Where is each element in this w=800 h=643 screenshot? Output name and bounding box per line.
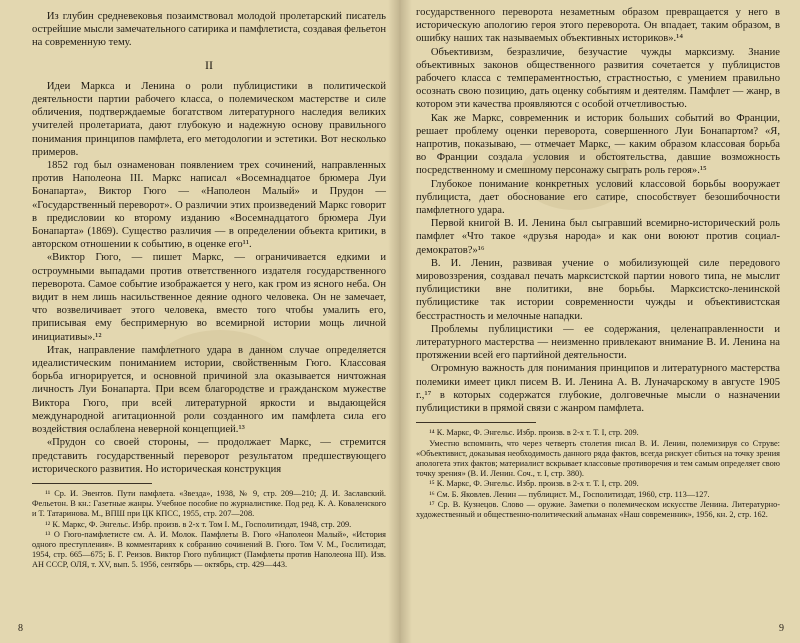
footnote: ¹⁴ К. Маркс, Ф. Энгельс. Избр. произв. в 2-х т. Т. I, стр. 209. <box>429 428 639 438</box>
intro-paragraph: Из глубин средневековья позаимствовал молодой пролетарский писатель острейшие мысли замечательного сатирика и памфлетиста, создавая фельетон на современную тему. <box>32 11 386 49</box>
body-paragraph: «Прудон со своей стороны, — продолжает Маркс, — стремится представить государственный переворот результатом предшествующего исторического развития. Но историческая конструкция <box>32 437 386 475</box>
right-body <box>416 6 780 415</box>
body-paragraph: Идеи Маркса и Ленина о роли публицистики в политической деятельности партии рабочего класса, о полемическом мастерстве и силе обличения, подтверждаемые богатством литературного наследия великих учителей пролетариата, дают глубокую и надежную основу правильного понимания принципов памфлета, его методологии и эстетики. Вот несколько примеров. <box>32 80 386 158</box>
body-paragraph: Глубокое понимание конкретных условий классовой борьбы вооружает публициста, дает обоснование его сатире, способствует безошибочности памфлетного удара. <box>416 178 780 217</box>
footnote: ¹² К. Маркс, Ф. Энгельс. Избр. произв. в 2-х т. Том I. М., Госполитиздат, 1948, стр. 209. <box>45 519 352 529</box>
footnote: ¹³ О Гюго-памфлетисте см. А. И. Молок. Памфлеты В. Гюго «Наполеон Малый», «История одного преступления». В комментариях к собранию сочинений В. Гюго. Том V. М., Гослитиздат, 1954, стр. 665—675; Б. Г. Реизов. Виктор Гюго публицист (Памфлеты против Наполеона III). Изв. АН СССР, ОЛЯ, т. XV, вып. 5. 1956, сентябрь — октябрь, стр. 429—443. <box>32 529 386 570</box>
footnote: ¹⁵ К. Маркс, Ф. Энгельс. Избр. произв. в 2-х т. Т. I, стр. 209. <box>429 479 639 489</box>
body-paragraph: В. И. Ленин, развивая учение о мобилизующей силе передового мировоззрения, создавал печать марксистской партии нового типа, не мыслит публицистики вне политики, вне борьбы. Марксистско-ленинской публицистике так истории современности чужды и объективистская бесстрастность и мелочные нападки. <box>416 257 780 322</box>
body-paragraph: Итак, направление памфлетного удара в данном случае определяется идеалистическим пониманием истории, свойственным Гюго. Классовая борьба игнорируется, и основной причиной зла оказывается ничтожная личность Луи Бонапарта. При всем благородстве и гражданском мужестве Виктора Гюго, при всей литературной яркости и выдающейся международной агитационной роли созданного им памфлета сила его воздействия ослаблена неверной концепцией.¹³ <box>32 344 386 436</box>
footnote: Уместно вспомнить, что через четверть столетия писал В. И. Ленин, полемизируя со Струве: «Объективист, доказывая необходимость данного ряда фактов, всегда рискует сбиться на точку зрения апологета этих фактов; материалист вскрывает классовые противоречия и тем самым определяет свою точку зрения» (В. И. Ленин. Соч., т. I, стр. 380). <box>416 438 780 479</box>
right-page <box>400 0 800 643</box>
body-paragraph: Огромную важность для понимания принципов и литературного мастерства полемики имеет цикл писем В. И. Ленина А. В. Луначарскому в августе 1905 г.,¹⁷ в которых содержатся глубокие, долговечные мысли о назначении публицистики в прямой связи с жанром памфлета. <box>416 363 780 415</box>
body-paragraph: государственного переворота незаметным образом превращается у него в историческую апологию героя этого переворота. Он впадает, таким образом, в ошибку наших так называемых объективных историков».¹⁴ <box>416 7 780 45</box>
body-paragraph: 1852 год был ознаменован появлением трех сочинений, направленных против Наполеона III. Маркс написал «Восемнадцатое брюмера Луи Бонапарта», Виктор Гюго — «Наполеон Малый» и Прудон — «Государственный переворот». О различии этих произведений Маркс говорит в предисловии ко второму изданию «Восемнадцатого брюмера Луи Бонапарта» (1869). Существо различия — в определении объекта критики, в авторском отношении к событию, в оценке его¹¹. <box>32 160 386 251</box>
right-footnotes <box>416 428 780 520</box>
body-paragraph: Первой книгой В. И. Ленина был сыгравший всемирно-исторический роль памфлет «Что такое «друзья народа» и как они воюют против социал-демократов?»¹⁶ <box>416 218 780 256</box>
body-paragraph: Как же Маркс, современник и историк больших событий во Франции, решает проблему оценки переворота, совершенного Луи Бонапартом? «Я, напротив, показываю, — отмечает Маркс, — каким образом классовая борьба во Франции создала условия и обстоятельства, давшие возможность посредственному и смешному персонажу сыграть роль героя».¹⁵ <box>416 112 780 177</box>
footnote: ¹⁶ См. Б. Яковлев. Ленин — публицист. М., Госполитиздат, 1960, стр. 113—127. <box>429 489 710 499</box>
footnote-divider <box>416 422 536 423</box>
page-number: 8 <box>18 623 23 634</box>
body-paragraph: Объективизм, безразличие, безучастие чужды марксизму. Знание объективных законов общественного развития сочетается у публицистов рабочего класса с темпераментностью, страстностью, с умением правильно осознать свою позицию, дать оценку событиям и деятелям. Памфлет — жанр, в котором эти качества проявляются с особой отчетливостью. <box>416 46 780 111</box>
left-footnotes <box>32 489 386 571</box>
page-number: 9 <box>779 623 784 634</box>
footnote: ¹⁷ Ср. В. Кузнецов. Слово — оружие. Заметки о полемическом искусстве Ленина. Литературно-художественный и общественно-политический альманах «Наш современник», 1956, кн. 2, стр. 162. <box>416 499 780 519</box>
footnote-divider <box>32 483 152 484</box>
body-paragraph: Проблемы публицистики — ее содержания, целенаправленности и литературного мастерства — неизменно привлекают внимание В. И. Ленина на протяжении всей его партийной деятельности. <box>416 323 780 362</box>
section-number: II <box>205 57 213 72</box>
left-body <box>32 10 386 476</box>
body-paragraph: «Виктор Гюго, — пишет Маркс, — ограничивается едкими и остроумными выпадами против ответственного издателя государственного переворота. Самое событие изображается у него, как гром из ясного неба. Он видит в нем лишь насильственное деяние одного человека. Он не замечает, что возвеличивает этого человека, вместо того чтобы умалить его, приписывая ему беспримерную во всемирной истории мощь личной инициативы».¹² <box>32 252 386 343</box>
footnote: ¹¹ Ср. И. Эвентов. Пути памфлета. «Звезда», 1938, № 9, стр. 209—210; Д. И. Заславский. Фельетон. В кн.: Газетные жанры. Учебное пособие по журналистике. Под ред. К. А. Коваленского и Т. Татаринова. М., ВПШ при ЦК КПСС, 1955, стр. 207—208. <box>32 488 386 519</box>
